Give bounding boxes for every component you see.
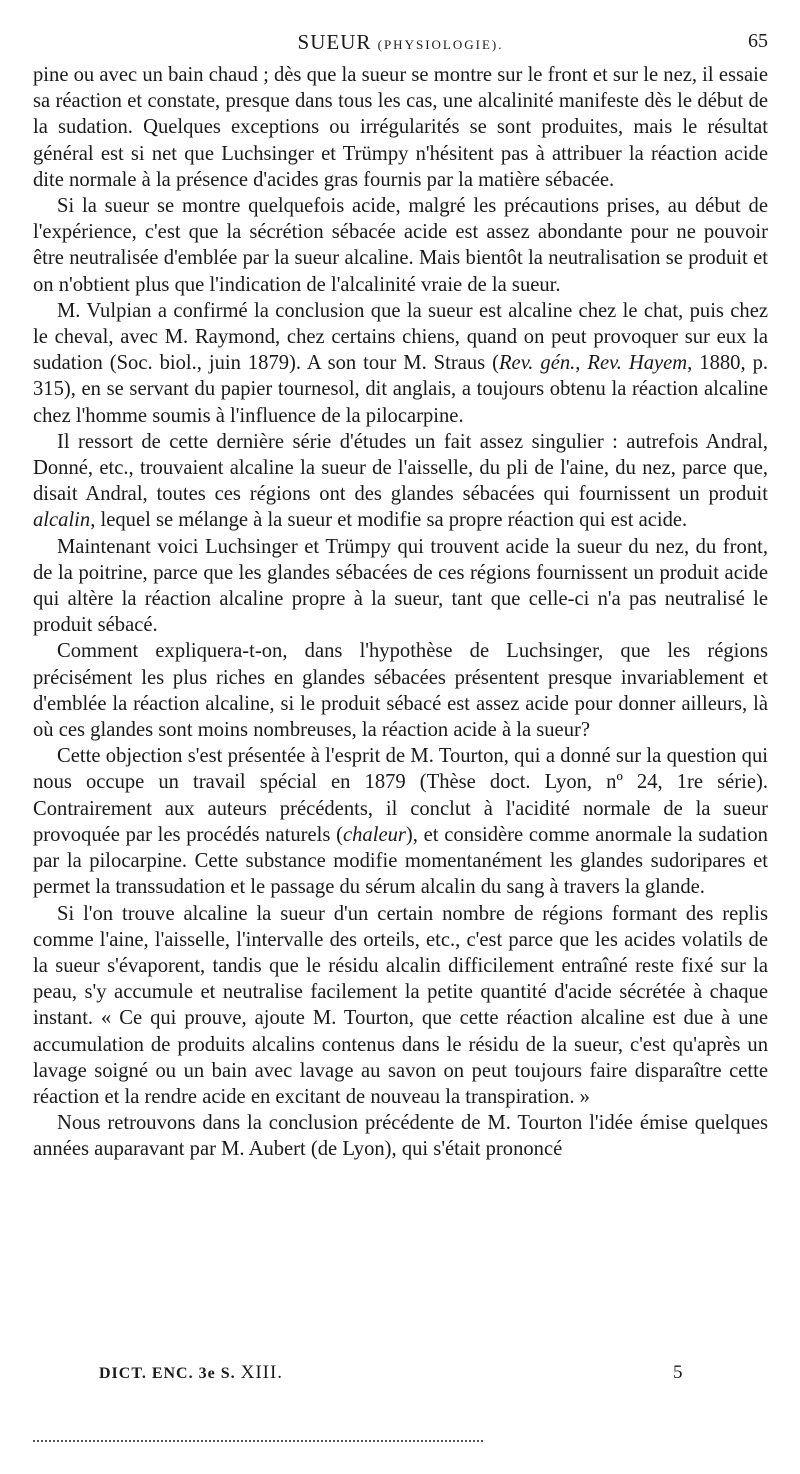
paragraph (33, 62, 768, 193)
paragraph-text: Comment expliquera-t-on, dans l'hypothèse de Luchsinger, que les régions précisément les plus riches en glandes sébacées présentent presque invariablement et d'emblée la réaction alcaline, si le produit sébacé est assez acide pour donner ailleurs, là où ces glandes sont moins nombreuses, la réaction acide à la sueur? (33, 640, 768, 742)
paragraph (33, 534, 768, 639)
printer-signature (99, 1362, 283, 1384)
paragraph-text: , (575, 352, 588, 375)
paragraph (33, 193, 768, 298)
running-title-section: (PHYSIOLOGIE). (377, 37, 504, 52)
body-text (33, 62, 768, 1163)
paragraph (33, 638, 768, 743)
paragraph (33, 1110, 768, 1162)
signature-prefix: DICT. ENC. 3e S. (99, 1365, 236, 1382)
italic-text: chaleur (343, 823, 406, 846)
paragraph (33, 298, 768, 429)
running-title-main: SUEUR (297, 30, 372, 54)
paragraph-text: Maintenant voici Luchsinger et Trümpy qui trouvent acide la sueur du nez, du front, de la poitrine, parce que les glandes sébacées de ces régions fournissent un produit acide qui altère la réaction alcaline propre à la sueur, tant que celle-ci n'a pas neutralisé le produit sébacé. (33, 535, 768, 637)
italic-text: alcalin (33, 509, 91, 532)
paragraph-text: Si la sueur se montre quelquefois acide, malgré les précautions prises, au début de l'expérience, c'est que la sécrétion sébacée acide est assez abondante pour ne pouvoir être neutralisée d'emblée par la sueur alcaline. Mais bientôt la neutralisation se produit et on n'obtient plus que l'indication de l'alcalinité vraie de la sueur. (33, 195, 768, 296)
bottom-dotted-rule (33, 1440, 483, 1442)
paragraph-text: Nous retrouvons dans la conclusion précédente de M. Tourton l'idée émise quelques années auparavant par M. Aubert (de Lyon), qui s'était prononcé (33, 1112, 768, 1161)
paragraph (33, 743, 768, 900)
paragraph (33, 429, 768, 534)
paragraph (33, 901, 768, 1111)
running-header (33, 0, 768, 62)
paragraph-text: pine ou avec un bain chaud ; dès que la sueur se montre sur le front et sur le nez, il essaie sa réaction et constate, presque dans tous les cas, une alcalinité manifeste dès le début de la sudation. Quelques exceptions ou irrégularités se sont produites, mais le résultat général est si net que Luchsinger et Trümpy n'hésitent pas à attribuer la réaction acide dite normale à la présence d'acides gras fournis par la matière sébacée. (33, 64, 768, 191)
italic-text: Rev. gén. (498, 352, 576, 375)
paragraph-text: , lequel se mélange à la sueur et modifie sa propre réaction qui est acide. (90, 509, 688, 532)
page (33, 0, 769, 1383)
sheet-number: 5 (673, 1362, 683, 1383)
paragraph-text: Il ressort de cette dernière série d'études un fait assez singulier : autrefois Andral, Donné, etc., trouvaient alcaline la sueur de l'aisselle, du pli de l'aine, du nez, parce que, disait Andral, toutes ces régions ont des glandes sébacées qui fournissent un produit (33, 430, 768, 506)
signature-volume: XIII. (240, 1362, 284, 1383)
paragraph-text: Cette objection s'est présentée à l'esprit de M. Tourton, qui a donné sur la question qui nous occupe un travail spécial en 1879 (Thèse doct. Lyon, nº 24, 1re série). Contrairement aux auteurs précédents, il conclut à l'acidité normale de la sueur provoquée par les procédés naturels ( (33, 745, 768, 846)
italic-text: Rev. Hayem (587, 352, 688, 375)
paragraph-text: ), et considère comme anormale la sudation par la pilocarpine. Cette substance modifie momentanément les glandes sudoripares et permet la transsudation et le passage du sérum alcalin du sang à travers la glande. (33, 823, 768, 899)
footer (33, 1362, 768, 1392)
paragraph-text: M. Vulpian a confirmé la conclusion que la sueur est alcaline chez le chat, puis chez le cheval, avec M. Raymond, chez certains chiens, quand on peut provoquer sur eux la sudation (Soc. biol., juin 1879). A son tour M. Straus ( (33, 299, 768, 375)
paragraph-text: Si l'on trouve alcaline la sueur d'un certain nombre de régions formant des replis comme l'aine, l'aisselle, l'intervalle des orteils, etc., c'est parce que les acides volatils de la sueur s'évaporent, tandis que le résidu alcalin difficilement entraîné reste fixé sur la peau, s'y accumule et neutralise facilement la petite quantité d'acide sécrétée à chaque instant. « Ce qui prouve, ajoute M. Tourton, que cette réaction alcaline est due à une accumulation de produits alcalins contenus dans le résidu de la sueur, c'est qu'après un lavage soigné ou un bain avec lavage au savon on peut toujours faire disparaître cette réaction et la rendre acide en excitant de nouveau la transpiration. » (33, 902, 768, 1108)
paragraph-text: , 1880, p. 315), en se servant du papier tournesol, dit anglais, a toujours obtenu la réaction alcaline chez l'homme soumis à l'influence de la pilocarpine. (33, 352, 769, 427)
page-number: 65 (748, 30, 768, 52)
running-title (33, 30, 768, 55)
